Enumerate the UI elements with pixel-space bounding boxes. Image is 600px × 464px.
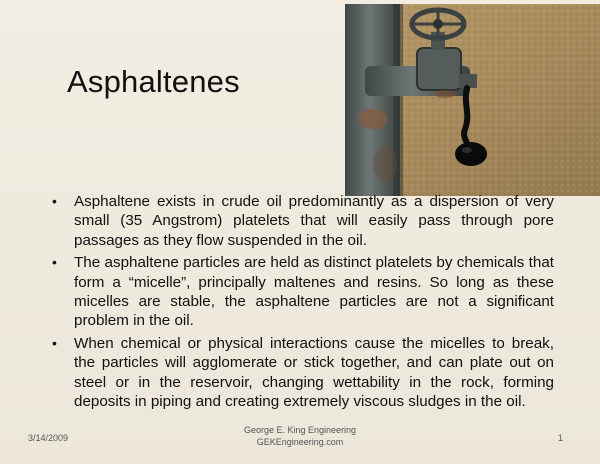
footer-credit (200, 424, 400, 448)
slide-title: Asphaltenes (67, 64, 240, 99)
bullet-dot: • (52, 334, 57, 351)
footer-website: GEKEngineering.com (256, 437, 344, 447)
bullet-text: The asphaltene particles are held as distinct platelets by chemicals that form a “micelle”, principally maltenes and resins. So long as these micelles are stable, the asphaltene particles are not a significant problem in the oil. (74, 254, 554, 330)
bullet-text: When chemical or physical interactions cause the micelles to break, the particles will agglomerate or stick together, and can plate out on steel or in the reservoir, changing wettability in the rock, forming deposits in piping and creating extremely viscous sludges in the oil. (74, 334, 554, 411)
valve-asphaltene-photo (345, 4, 600, 196)
bullet-text: Asphaltene exists in crude oil predominantly as a dispersion of very small (35 Angstrom) platelets that will easily pass through pore passages as they flow suspended in the oil. (74, 193, 554, 249)
bullet-dot: • (52, 193, 57, 209)
bullet-dot: • (52, 254, 57, 271)
page-number: 1 (558, 433, 564, 443)
bullet-item (48, 334, 554, 412)
bullet-list (48, 192, 554, 414)
footer-author: George E. King Engineering (243, 425, 357, 435)
footer-date: 3/14/2009 (28, 433, 69, 443)
valve-photo-illustration (345, 4, 600, 196)
bullet-item (48, 253, 554, 331)
bullet-item (48, 192, 554, 250)
